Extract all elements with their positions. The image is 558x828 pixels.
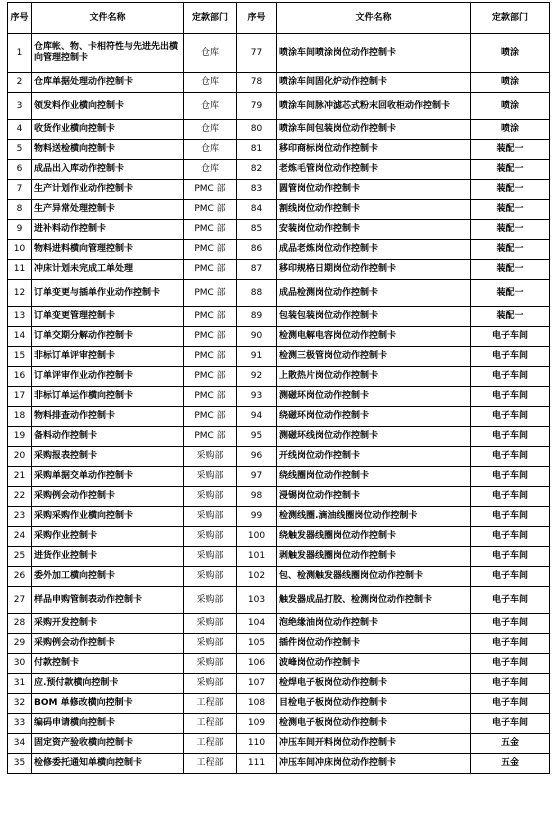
seq-left-cell: 6: [8, 160, 32, 180]
table-row: [8, 307, 550, 327]
seq-right-cell: 80: [237, 120, 277, 140]
table-row: [8, 367, 550, 387]
seq-right-cell: 97: [237, 467, 277, 487]
file-name-left-cell: 采购单据交单动作控制卡: [32, 467, 184, 487]
table-row: [8, 180, 550, 200]
file-name-right-cell: 检测三极管岗位动作控制卡: [277, 347, 471, 367]
dept-left-cell: 采购部: [184, 467, 237, 487]
seq-right-cell: 96: [237, 447, 277, 467]
seq-right-cell: 102: [237, 567, 277, 587]
file-name-left-cell: 收货作业横向控制卡: [32, 120, 184, 140]
dept-right-cell: 装配一: [471, 160, 550, 180]
header-file-name-right: 文件名称: [277, 3, 471, 34]
dept-right-cell: 喷涂: [471, 34, 550, 73]
seq-right-cell: 111: [237, 754, 277, 774]
dept-right-cell: 喷涂: [471, 73, 550, 93]
file-name-right-cell: 泡绝缘油岗位动作控制卡: [277, 614, 471, 634]
file-name-left-cell: 物料送检横向控制卡: [32, 140, 184, 160]
table-row: [8, 327, 550, 347]
file-name-right-cell: 喷涂车间喷涂岗位动作控制卡: [277, 34, 471, 73]
dept-right-cell: 喷涂: [471, 93, 550, 120]
dept-right-cell: 电子车间: [471, 587, 550, 614]
seq-left-cell: 9: [8, 220, 32, 240]
table-row: [8, 447, 550, 467]
file-name-right-cell: 喷涂车间包装岗位动作控制卡: [277, 120, 471, 140]
table-row: [8, 547, 550, 567]
file-name-left-cell: 应.预付款横向控制卡: [32, 674, 184, 694]
seq-right-cell: 83: [237, 180, 277, 200]
file-name-left-cell: 付款控制卡: [32, 654, 184, 674]
dept-right-cell: 装配一: [471, 220, 550, 240]
table-row: [8, 654, 550, 674]
dept-left-cell: 采购部: [184, 447, 237, 467]
file-name-right-cell: 成品老炼岗位动作控制卡: [277, 240, 471, 260]
seq-right-cell: 85: [237, 220, 277, 240]
seq-left-cell: 1: [8, 34, 32, 73]
seq-left-cell: 4: [8, 120, 32, 140]
dept-right-cell: 喷涂: [471, 120, 550, 140]
file-name-right-cell: 插件岗位动作控制卡: [277, 634, 471, 654]
file-name-right-cell: 绕触发器线圈岗位动作控制卡: [277, 527, 471, 547]
seq-left-cell: 31: [8, 674, 32, 694]
table-row: [8, 487, 550, 507]
file-name-left-cell: 领发料作业横向控制卡: [32, 93, 184, 120]
dept-right-cell: 装配一: [471, 240, 550, 260]
table-row: [8, 260, 550, 280]
table-row: [8, 754, 550, 774]
dept-left-cell: 工程部: [184, 754, 237, 774]
dept-left-cell: 采购部: [184, 674, 237, 694]
table-row: [8, 467, 550, 487]
dept-left-cell: 工程部: [184, 734, 237, 754]
dept-left-cell: 采购部: [184, 507, 237, 527]
file-name-right-cell: 喷涂车间固化炉动作控制卡: [277, 73, 471, 93]
dept-right-cell: 电子车间: [471, 654, 550, 674]
dept-right-cell: 电子车间: [471, 327, 550, 347]
dept-right-cell: 电子车间: [471, 367, 550, 387]
seq-right-cell: 110: [237, 734, 277, 754]
dept-right-cell: 五金: [471, 734, 550, 754]
table-row: [8, 34, 550, 73]
file-name-right-cell: 冲压车间冲床岗位动作控制卡: [277, 754, 471, 774]
seq-right-cell: 81: [237, 140, 277, 160]
table-row: [8, 507, 550, 527]
dept-left-cell: PMC 部: [184, 387, 237, 407]
dept-right-cell: 电子车间: [471, 347, 550, 367]
seq-right-cell: 99: [237, 507, 277, 527]
seq-left-cell: 26: [8, 567, 32, 587]
seq-left-cell: 3: [8, 93, 32, 120]
dept-left-cell: 采购部: [184, 547, 237, 567]
file-name-right-cell: 移印规格日期岗位动作控制卡: [277, 260, 471, 280]
file-name-right-cell: 喷涂车间脉冲滤芯式粉末回收柜动作控制卡: [277, 93, 471, 120]
file-name-left-cell: 仓库帐、物、卡相符性与先进先出横向管理控制卡: [32, 34, 184, 73]
control-card-table: [7, 2, 550, 774]
seq-right-cell: 84: [237, 200, 277, 220]
seq-left-cell: 21: [8, 467, 32, 487]
table-row: [8, 714, 550, 734]
seq-left-cell: 13: [8, 307, 32, 327]
dept-right-cell: 装配一: [471, 307, 550, 327]
header-seq-right: 序号: [237, 3, 277, 34]
file-name-left-cell: 委外加工横向控制卡: [32, 567, 184, 587]
dept-left-cell: PMC 部: [184, 407, 237, 427]
seq-left-cell: 23: [8, 507, 32, 527]
file-name-right-cell: 浸锡岗位动作控制卡: [277, 487, 471, 507]
seq-left-cell: 17: [8, 387, 32, 407]
seq-left-cell: 27: [8, 587, 32, 614]
file-name-left-cell: 编码申请横向控制卡: [32, 714, 184, 734]
seq-left-cell: 20: [8, 447, 32, 467]
dept-left-cell: 仓库: [184, 120, 237, 140]
seq-right-cell: 78: [237, 73, 277, 93]
file-name-left-cell: 物料进料横向管理控制卡: [32, 240, 184, 260]
table-row: [8, 587, 550, 614]
dept-left-cell: PMC 部: [184, 220, 237, 240]
file-name-right-cell: 检测电子板岗位动作控制卡: [277, 714, 471, 734]
table-row: [8, 73, 550, 93]
table-row: [8, 427, 550, 447]
seq-left-cell: 32: [8, 694, 32, 714]
table-row: [8, 734, 550, 754]
dept-left-cell: PMC 部: [184, 260, 237, 280]
file-name-right-cell: 目检电子板岗位动作控制卡: [277, 694, 471, 714]
file-name-right-cell: 开线岗位动作控制卡: [277, 447, 471, 467]
dept-right-cell: 电子车间: [471, 714, 550, 734]
table-row: [8, 347, 550, 367]
seq-left-cell: 33: [8, 714, 32, 734]
file-name-left-cell: 订单交期分解动作控制卡: [32, 327, 184, 347]
table-row: [8, 280, 550, 307]
table-row: [8, 220, 550, 240]
seq-right-cell: 79: [237, 93, 277, 120]
file-name-right-cell: 检焊电子板岗位动作控制卡: [277, 674, 471, 694]
dept-right-cell: 电子车间: [471, 694, 550, 714]
dept-left-cell: 采购部: [184, 567, 237, 587]
dept-right-cell: 电子车间: [471, 487, 550, 507]
dept-right-cell: 电子车间: [471, 447, 550, 467]
file-name-left-cell: 检修委托通知单横向控制卡: [32, 754, 184, 774]
seq-right-cell: 95: [237, 427, 277, 447]
file-name-right-cell: 检测电解电容岗位动作控制卡: [277, 327, 471, 347]
seq-right-cell: 89: [237, 307, 277, 327]
file-name-left-cell: 生产计划作业动作控制卡: [32, 180, 184, 200]
dept-left-cell: 仓库: [184, 34, 237, 73]
file-name-left-cell: 冲床计划未完成工单处理: [32, 260, 184, 280]
dept-right-cell: 电子车间: [471, 427, 550, 447]
seq-right-cell: 93: [237, 387, 277, 407]
dept-right-cell: 电子车间: [471, 614, 550, 634]
seq-left-cell: 2: [8, 73, 32, 93]
dept-left-cell: 仓库: [184, 73, 237, 93]
dept-left-cell: PMC 部: [184, 307, 237, 327]
seq-left-cell: 16: [8, 367, 32, 387]
table-row: [8, 387, 550, 407]
file-name-left-cell: 备料动作控制卡: [32, 427, 184, 447]
dept-left-cell: 工程部: [184, 694, 237, 714]
table-row: [8, 674, 550, 694]
seq-right-cell: 101: [237, 547, 277, 567]
file-name-right-cell: 剥触发器线圈岗位动作控制卡: [277, 547, 471, 567]
seq-right-cell: 86: [237, 240, 277, 260]
file-name-left-cell: 非标订单运作横向控制卡: [32, 387, 184, 407]
file-name-left-cell: 采购例会动作控制卡: [32, 487, 184, 507]
seq-right-cell: 92: [237, 367, 277, 387]
header-dept-right: 定款部门: [471, 3, 550, 34]
file-name-right-cell: 绕磁环岗位动作控制卡: [277, 407, 471, 427]
file-name-right-cell: 移印商标岗位动作控制卡: [277, 140, 471, 160]
seq-right-cell: 82: [237, 160, 277, 180]
seq-right-cell: 94: [237, 407, 277, 427]
dept-right-cell: 五金: [471, 754, 550, 774]
seq-left-cell: 24: [8, 527, 32, 547]
dept-left-cell: PMC 部: [184, 427, 237, 447]
file-name-left-cell: 采购报表控制卡: [32, 447, 184, 467]
file-name-left-cell: 样品申购管制表动作控制卡: [32, 587, 184, 614]
seq-left-cell: 10: [8, 240, 32, 260]
seq-left-cell: 14: [8, 327, 32, 347]
file-name-right-cell: 成品检测岗位动作控制卡: [277, 280, 471, 307]
file-name-left-cell: 进补料动作控制卡: [32, 220, 184, 240]
dept-left-cell: PMC 部: [184, 280, 237, 307]
file-name-left-cell: 仓库单据处理动作控制卡: [32, 73, 184, 93]
dept-right-cell: 电子车间: [471, 467, 550, 487]
seq-right-cell: 103: [237, 587, 277, 614]
file-name-left-cell: 生产异常处理控制卡: [32, 200, 184, 220]
file-name-right-cell: 测磁环岗位动作控制卡: [277, 387, 471, 407]
dept-right-cell: 电子车间: [471, 634, 550, 654]
seq-right-cell: 77: [237, 34, 277, 73]
seq-left-cell: 18: [8, 407, 32, 427]
file-name-right-cell: 冲压车间开料岗位动作控制卡: [277, 734, 471, 754]
seq-left-cell: 22: [8, 487, 32, 507]
dept-right-cell: 装配一: [471, 260, 550, 280]
file-name-right-cell: 老炼毛管岗位动作控制卡: [277, 160, 471, 180]
seq-left-cell: 7: [8, 180, 32, 200]
dept-left-cell: PMC 部: [184, 367, 237, 387]
dept-right-cell: 电子车间: [471, 407, 550, 427]
seq-right-cell: 105: [237, 634, 277, 654]
header-dept-left: 定款部门: [184, 3, 237, 34]
file-name-left-cell: 进货作业控制卡: [32, 547, 184, 567]
seq-left-cell: 15: [8, 347, 32, 367]
seq-left-cell: 25: [8, 547, 32, 567]
header-seq-left: 序号: [8, 3, 32, 34]
dept-left-cell: 仓库: [184, 140, 237, 160]
dept-left-cell: PMC 部: [184, 180, 237, 200]
table-row: [8, 407, 550, 427]
file-name-right-cell: 测磁环线岗位动作控制卡: [277, 427, 471, 447]
file-name-right-cell: 检测线圈.滴油线圈岗位动作控制卡: [277, 507, 471, 527]
seq-left-cell: 29: [8, 634, 32, 654]
seq-left-cell: 30: [8, 654, 32, 674]
seq-left-cell: 12: [8, 280, 32, 307]
dept-left-cell: 采购部: [184, 634, 237, 654]
file-name-left-cell: 采购例会动作控制卡: [32, 634, 184, 654]
seq-right-cell: 106: [237, 654, 277, 674]
seq-right-cell: 100: [237, 527, 277, 547]
dept-left-cell: PMC 部: [184, 240, 237, 260]
table-header-row: [8, 3, 550, 34]
dept-left-cell: 工程部: [184, 714, 237, 734]
table-row: [8, 240, 550, 260]
file-name-left-cell: 成品出入库动作控制卡: [32, 160, 184, 180]
dept-right-cell: 电子车间: [471, 507, 550, 527]
file-name-left-cell: 订单变更与插单作业动作控制卡: [32, 280, 184, 307]
dept-right-cell: 电子车间: [471, 547, 550, 567]
dept-right-cell: 电子车间: [471, 674, 550, 694]
file-name-right-cell: 割线岗位动作控制卡: [277, 200, 471, 220]
file-name-left-cell: 物料排查动作控制卡: [32, 407, 184, 427]
file-name-right-cell: 触发器成品打胶、检测岗位动作控制卡: [277, 587, 471, 614]
dept-left-cell: 仓库: [184, 93, 237, 120]
file-name-right-cell: 绕线圈岗位动作控制卡: [277, 467, 471, 487]
seq-right-cell: 87: [237, 260, 277, 280]
seq-left-cell: 11: [8, 260, 32, 280]
dept-right-cell: 装配一: [471, 200, 550, 220]
dept-left-cell: 仓库: [184, 160, 237, 180]
seq-left-cell: 35: [8, 754, 32, 774]
seq-right-cell: 104: [237, 614, 277, 634]
table-row: [8, 527, 550, 547]
table-row: [8, 567, 550, 587]
dept-right-cell: 装配一: [471, 280, 550, 307]
file-name-left-cell: 订单评审作业动作控制卡: [32, 367, 184, 387]
seq-right-cell: 90: [237, 327, 277, 347]
dept-left-cell: PMC 部: [184, 347, 237, 367]
file-name-right-cell: 安装岗位动作控制卡: [277, 220, 471, 240]
seq-left-cell: 5: [8, 140, 32, 160]
table-row: [8, 160, 550, 180]
table-row: [8, 694, 550, 714]
dept-left-cell: 采购部: [184, 487, 237, 507]
dept-left-cell: 采购部: [184, 527, 237, 547]
file-name-left-cell: 采购作业控制卡: [32, 527, 184, 547]
dept-left-cell: 采购部: [184, 587, 237, 614]
dept-right-cell: 装配一: [471, 140, 550, 160]
dept-left-cell: PMC 部: [184, 327, 237, 347]
file-name-right-cell: 上散热片岗位动作控制卡: [277, 367, 471, 387]
dept-left-cell: PMC 部: [184, 200, 237, 220]
dept-right-cell: 电子车间: [471, 567, 550, 587]
seq-right-cell: 98: [237, 487, 277, 507]
table-row: [8, 140, 550, 160]
seq-right-cell: 88: [237, 280, 277, 307]
dept-left-cell: 采购部: [184, 654, 237, 674]
file-name-right-cell: 波峰岗位动作控制卡: [277, 654, 471, 674]
seq-right-cell: 108: [237, 694, 277, 714]
dept-right-cell: 装配一: [471, 180, 550, 200]
seq-right-cell: 91: [237, 347, 277, 367]
seq-left-cell: 8: [8, 200, 32, 220]
file-name-left-cell: 采购采购作业横向控制卡: [32, 507, 184, 527]
table-row: [8, 93, 550, 120]
table-row: [8, 200, 550, 220]
header-file-name-left: 文件名称: [32, 3, 184, 34]
file-name-left-cell: 固定资产验收横向控制卡: [32, 734, 184, 754]
dept-right-cell: 电子车间: [471, 527, 550, 547]
file-name-right-cell: 包、检测触发器线圈岗位动作控制卡: [277, 567, 471, 587]
dept-right-cell: 电子车间: [471, 387, 550, 407]
seq-left-cell: 28: [8, 614, 32, 634]
file-name-left-cell: BOM 单修改横向控制卡: [32, 694, 184, 714]
table-row: [8, 120, 550, 140]
table-row: [8, 634, 550, 654]
dept-left-cell: 采购部: [184, 614, 237, 634]
seq-right-cell: 107: [237, 674, 277, 694]
table-row: [8, 614, 550, 634]
file-name-left-cell: 非标订单评审控制卡: [32, 347, 184, 367]
seq-left-cell: 19: [8, 427, 32, 447]
file-name-right-cell: 圆管岗位动作控制卡: [277, 180, 471, 200]
file-name-left-cell: 采购开发控制卡: [32, 614, 184, 634]
seq-left-cell: 34: [8, 734, 32, 754]
file-name-left-cell: 订单变更管理控制卡: [32, 307, 184, 327]
file-name-right-cell: 包装包装岗位动作控制卡: [277, 307, 471, 327]
seq-right-cell: 109: [237, 714, 277, 734]
